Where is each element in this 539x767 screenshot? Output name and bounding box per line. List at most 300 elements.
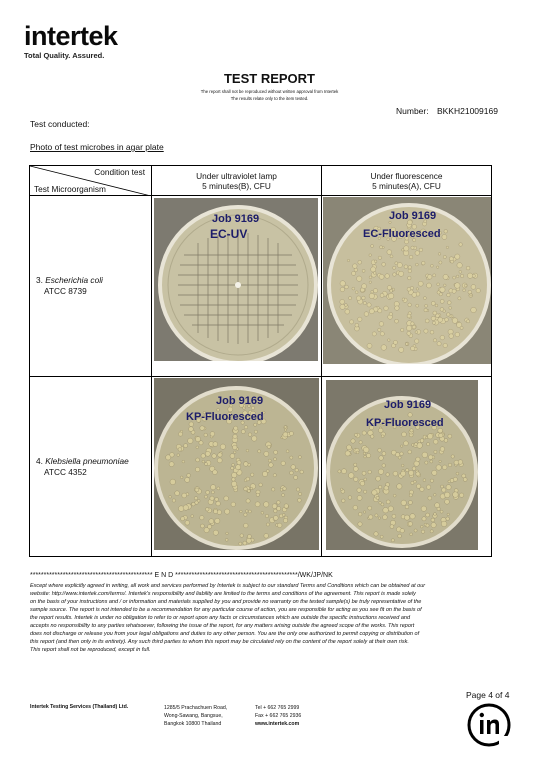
colony-dot — [352, 271, 356, 275]
colony-dot — [213, 530, 218, 535]
colony-dot — [401, 500, 406, 505]
colony-dot — [379, 485, 382, 488]
colony-dot — [378, 309, 382, 313]
colony-dot — [264, 534, 269, 539]
colony-dot — [445, 499, 450, 504]
colony-dot — [252, 436, 257, 441]
handwritten-sample-label: KP-Fluoresced — [186, 411, 264, 423]
colony-dot — [371, 291, 374, 294]
colony-dot — [283, 432, 288, 437]
colony-dot — [378, 469, 383, 474]
colony-dot — [262, 471, 267, 476]
report-number-value: BKKH21009169 — [436, 106, 498, 116]
colony-dot — [290, 456, 293, 459]
handwritten-job-label: Job 9169 — [384, 399, 432, 411]
fax-number: Fax + 662 765 2936 — [255, 713, 302, 719]
handwritten-job-label: Job 9169 — [216, 395, 264, 407]
colony-dot — [213, 470, 218, 475]
colony-dot — [284, 429, 286, 431]
colony-dot — [437, 283, 440, 286]
colony-dot — [300, 470, 304, 474]
colony-dot — [356, 296, 361, 301]
colony-dot — [255, 502, 260, 507]
colony-dot — [384, 306, 389, 311]
colony-dot — [402, 298, 405, 301]
colony-dot — [205, 451, 210, 456]
colony-dot — [437, 507, 440, 510]
colony-dot — [393, 266, 396, 269]
colony-dot — [404, 246, 409, 251]
disclaimer-line: the report results. Intertek is under no obligation to refer to or report upon any facts or circumstances which are outside the specific instructions received and — [30, 615, 410, 621]
colony-dot — [251, 473, 254, 476]
colony-dot — [380, 535, 383, 538]
colony-dot — [378, 328, 381, 331]
colony-dot — [258, 450, 261, 453]
colony-dot — [422, 517, 426, 521]
colony-dot — [411, 322, 415, 326]
colony-dot — [378, 517, 380, 519]
row-prefix: 4. — [36, 455, 46, 466]
colony-dot — [408, 269, 412, 273]
colony-dot — [393, 273, 397, 277]
colony-dot — [215, 518, 220, 523]
colony-dot — [386, 473, 390, 477]
colony-dot — [353, 467, 358, 472]
colony-dot — [185, 477, 190, 482]
colony-dot — [471, 307, 477, 313]
uv-header-line2: 5 minutes(B), CFU — [202, 180, 271, 191]
colony-dot — [347, 445, 352, 450]
colony-dot — [440, 447, 445, 452]
colony-dot — [191, 515, 194, 518]
colony-dot — [383, 515, 388, 520]
disclaimer-line: website: http://www.intertek.com/terms/. Intertek's responsibility and liability are limited to the terms and conditions of the agreement. This report is made solely — [30, 591, 416, 597]
colony-dot — [397, 263, 402, 268]
colony-dot — [422, 261, 426, 265]
colony-dot — [368, 506, 372, 510]
colony-dot — [411, 481, 414, 484]
colony-dot — [409, 494, 412, 497]
colony-dot — [444, 230, 448, 234]
company-contact — [255, 704, 301, 728]
colony-dot — [280, 489, 283, 492]
colony-dot — [371, 245, 374, 248]
colony-dot — [414, 443, 417, 446]
header-corner-cell — [30, 166, 152, 196]
colony-dot — [420, 439, 424, 443]
colony-dot — [387, 286, 391, 290]
colony-dot — [460, 326, 463, 329]
colony-dot — [201, 454, 205, 458]
colony-dot — [414, 529, 417, 532]
colony-dot — [448, 480, 451, 483]
colony-dot — [448, 434, 452, 438]
colony-dot — [355, 323, 359, 327]
colony-dot — [170, 479, 176, 485]
colony-dot — [352, 287, 355, 290]
colony-dot — [430, 530, 433, 533]
colony-dot — [372, 490, 377, 495]
intertek-logo — [24, 22, 118, 60]
colony-dot — [449, 307, 452, 310]
colony-dot — [434, 494, 437, 497]
colony-dot — [408, 266, 411, 269]
colony-dot — [233, 434, 237, 438]
colony-dot — [412, 467, 416, 471]
colony-dot — [393, 494, 396, 497]
colony-dot — [381, 345, 387, 351]
colony-dot — [231, 502, 236, 507]
disclaimer-line: sample source. The report is not intended to be a recommendation for any particular course of action, you are responsible for acting as you see fit on the basis of — [30, 607, 422, 613]
colony-dot — [256, 493, 259, 496]
colony-dot — [289, 431, 293, 435]
colony-dot — [364, 478, 367, 481]
colony-dot — [236, 465, 241, 470]
colony-dot — [423, 479, 426, 482]
colony-dot — [446, 485, 451, 490]
colony-dot — [369, 309, 374, 314]
colony-dot — [202, 460, 205, 463]
colony-dot — [351, 439, 355, 443]
colony-dot — [200, 426, 205, 431]
colony-dot — [367, 303, 371, 307]
colony-dot — [401, 471, 406, 476]
colony-dot — [424, 329, 428, 333]
colony-dot — [369, 293, 374, 298]
colony-dot — [384, 486, 388, 490]
colony-dot — [283, 518, 287, 522]
colony-dot — [281, 461, 285, 465]
colony-dot — [363, 447, 369, 453]
colony-dot — [399, 271, 404, 276]
colony-dot — [372, 332, 376, 336]
image-cell — [322, 377, 492, 557]
colony-dot — [246, 499, 250, 503]
colony-dot — [178, 432, 182, 436]
colony-dot — [401, 445, 403, 447]
results-notice: The results relate only to the item tested. — [230, 96, 309, 101]
colony-dot — [196, 446, 199, 449]
table-header-row — [30, 166, 492, 196]
colony-dot — [357, 276, 362, 281]
organism-cell-ecoli — [30, 196, 152, 377]
colony-dot — [392, 514, 396, 518]
colony-dot — [436, 266, 438, 268]
colony-dot — [441, 485, 444, 488]
colony-dot — [400, 452, 404, 456]
uv-column-header — [152, 166, 322, 196]
colony-dot — [274, 458, 277, 461]
colony-dot — [225, 539, 228, 542]
colony-dot — [381, 503, 384, 506]
colony-dot — [340, 281, 345, 286]
colony-dot — [438, 253, 441, 256]
colony-dot — [354, 268, 358, 272]
colony-dot — [430, 330, 434, 334]
colony-dot — [428, 434, 433, 439]
colony-dot — [246, 510, 249, 513]
colony-dot — [425, 436, 427, 438]
colony-dot — [415, 251, 420, 256]
test-microorganism-label: Test Microorganism — [34, 184, 106, 194]
colony-dot — [243, 541, 247, 545]
strain-id: ATCC 8739 — [44, 286, 87, 296]
colony-dot — [390, 255, 393, 258]
colony-dot — [463, 478, 467, 482]
colony-dot — [341, 488, 343, 490]
colony-dot — [431, 301, 435, 305]
colony-dot — [452, 289, 456, 293]
colony-dot — [338, 470, 341, 473]
colony-dot — [267, 445, 270, 448]
colony-dot — [431, 316, 435, 320]
colony-dot — [225, 509, 230, 514]
colony-dot — [166, 455, 171, 460]
colony-dot — [416, 288, 418, 290]
colony-dot — [204, 433, 208, 437]
colony-dot — [435, 304, 438, 307]
colony-dot — [466, 266, 470, 270]
strain-id: ATCC 4352 — [44, 466, 87, 477]
colony-dot — [250, 487, 252, 489]
colony-dot — [363, 452, 366, 455]
colony-dot — [177, 454, 180, 457]
colony-dot — [380, 293, 384, 297]
colony-dot — [409, 255, 413, 259]
colony-dot — [383, 507, 389, 513]
colony-dot — [183, 505, 188, 510]
colony-dot — [220, 444, 225, 449]
colony-dot — [448, 463, 452, 467]
colony-dot — [233, 445, 238, 450]
table-row — [30, 377, 492, 557]
colony-dot — [374, 260, 377, 263]
colony-dot — [431, 264, 434, 267]
colony-dot — [433, 339, 436, 342]
photo-section-title: Photo of test microbes in agar plate — [30, 142, 164, 152]
colony-dot — [360, 481, 365, 486]
colony-dot — [408, 303, 412, 307]
colony-dot — [387, 250, 392, 255]
colony-dot — [374, 532, 378, 536]
colony-dot — [375, 514, 378, 517]
colony-dot — [408, 276, 412, 280]
colony-dot — [405, 505, 409, 509]
colony-dot — [232, 478, 236, 482]
colony-dot — [379, 322, 384, 327]
reproduction-notice: The report shall not be reproduced without written approval from Intertek — [200, 89, 339, 94]
colony-dot — [427, 443, 430, 446]
colony-dot — [416, 304, 419, 307]
colony-dot — [418, 281, 423, 286]
colony-dot — [410, 514, 415, 519]
colony-dot — [439, 460, 441, 462]
colony-dot — [447, 301, 451, 305]
colony-dot — [443, 310, 446, 313]
colony-dot — [410, 533, 413, 536]
colony-dot — [364, 455, 367, 458]
species-name: Escherichia coli — [45, 275, 103, 285]
colony-dot — [169, 462, 174, 467]
colony-dot — [294, 476, 298, 480]
colony-dot — [428, 455, 433, 460]
colony-dot — [397, 484, 402, 489]
colony-dot — [414, 461, 419, 466]
colony-dot — [388, 293, 394, 299]
agar-plate-photo — [326, 380, 478, 550]
colony-dot — [376, 476, 381, 481]
colony-dot — [379, 456, 384, 461]
colony-dot — [180, 476, 183, 479]
colony-dot — [449, 315, 451, 317]
colony-dot — [345, 304, 348, 307]
disclaimer-line: This report shall not be reproduced, except in full. — [30, 647, 151, 653]
colony-dot — [353, 505, 358, 510]
colony-dot — [188, 438, 193, 443]
colony-dot — [195, 467, 200, 472]
address-line: Bangkok 10800 Thailand — [164, 721, 222, 727]
colony-dot — [213, 509, 217, 513]
colony-dot — [259, 483, 263, 487]
colony-dot — [362, 431, 366, 435]
agar-plate-photo — [154, 198, 318, 361]
colony-dot — [172, 499, 175, 502]
colony-dot — [231, 467, 234, 470]
colony-dot — [371, 267, 376, 272]
colony-dot — [240, 534, 244, 538]
colony-dot — [295, 469, 298, 472]
colony-dot — [354, 463, 357, 466]
colony-dot — [455, 332, 460, 337]
colony-dot — [446, 517, 450, 521]
colony-dot — [443, 274, 448, 279]
colony-dot — [458, 297, 461, 300]
colony-dot — [244, 462, 249, 467]
colony-dot — [362, 269, 365, 272]
colony-dot — [412, 325, 416, 329]
colony-dot — [200, 516, 204, 520]
colony-dot — [386, 500, 390, 504]
colony-dot — [376, 496, 379, 499]
colony-dot — [378, 448, 382, 452]
colony-dot — [264, 451, 269, 456]
colony-dot — [213, 442, 218, 447]
colony-dot — [393, 340, 397, 344]
colony-dot — [431, 518, 435, 522]
colony-dot — [192, 502, 196, 506]
colony-dot — [232, 463, 235, 466]
colony-dot — [422, 452, 428, 458]
handwritten-sample-label: EC-UV — [210, 227, 248, 241]
colony-dot — [447, 293, 451, 297]
colony-dot — [406, 325, 411, 330]
colony-dot — [380, 332, 384, 336]
colony-dot — [273, 516, 278, 521]
colony-dot — [400, 529, 404, 533]
colony-dot — [399, 347, 404, 352]
colony-dot — [453, 492, 459, 498]
colony-dot — [430, 479, 433, 482]
colony-dot — [359, 441, 362, 444]
colony-dot — [224, 496, 229, 501]
colony-dot — [354, 477, 358, 481]
colony-dot — [264, 502, 269, 507]
colony-dot — [234, 426, 238, 430]
fluorescence-header-line2: 5 minutes(A), CFU — [372, 180, 441, 191]
colony-dot — [265, 514, 268, 517]
colony-dot — [441, 521, 447, 527]
colony-dot — [246, 449, 249, 452]
intertek-in-icon — [466, 702, 512, 748]
colony-dot — [234, 451, 236, 453]
colony-dot — [272, 504, 277, 509]
colony-dot — [284, 426, 287, 429]
colony-dot — [367, 343, 372, 348]
colony-dot — [432, 470, 437, 475]
colony-dot — [382, 464, 386, 468]
colony-dot — [248, 433, 252, 437]
colony-dot — [425, 304, 428, 307]
colony-dot — [467, 320, 470, 323]
colony-dot — [269, 463, 274, 468]
colony-dot — [216, 501, 221, 506]
colony-dot — [340, 299, 345, 304]
colony-dot — [425, 319, 429, 323]
colony-dot — [185, 521, 190, 526]
disclaimer-line: accepts no responsibility to any parties whatsoever, following the issue of the report, for any matters arising outside the agreed scope of the works. This report — [30, 623, 415, 629]
website-link[interactable]: www.intertek.com — [255, 721, 300, 727]
colony-dot — [358, 260, 362, 264]
colony-dot — [210, 496, 214, 500]
colony-dot — [435, 503, 440, 508]
colony-dot — [248, 510, 251, 513]
disclaimer-line: this report (and then only in its entirety). Any such third parties to whom this report may be circulated rely on the content of the report solely at their own risk. — [30, 639, 409, 645]
colony-dot — [442, 465, 447, 470]
colony-dot — [342, 499, 346, 503]
colony-dot — [353, 264, 358, 269]
colony-dot — [246, 477, 250, 481]
colony-dot — [395, 306, 400, 311]
colony-dot — [217, 487, 220, 490]
colony-dot — [406, 469, 409, 472]
colony-dot — [476, 288, 480, 292]
colony-dot — [206, 508, 210, 512]
colony-dot — [426, 524, 429, 527]
colony-dot — [247, 490, 250, 493]
colony-dot — [277, 523, 282, 528]
colony-dot — [195, 437, 200, 442]
colony-dot — [416, 457, 420, 461]
colony-dot — [366, 453, 370, 457]
colony-dot — [434, 450, 437, 453]
end-marker: ********************************************* E N D *********************************************/WK/JP/NK — [30, 572, 333, 579]
fluorescence-header-line1: Under fluorescence — [370, 170, 443, 181]
colony-dot — [178, 448, 182, 452]
colony-dot — [244, 513, 247, 516]
colony-dot — [433, 440, 438, 445]
colony-dot — [282, 514, 285, 517]
colony-dot — [369, 276, 372, 279]
company-name: Intertek Testing Services (Thailand) Ltd. — [30, 704, 129, 710]
report-number-label: Number: — [396, 106, 429, 116]
colony-dot — [240, 510, 243, 513]
organism-cell-klebsiella — [30, 377, 152, 557]
colony-dot — [447, 513, 449, 515]
image-cell — [152, 377, 322, 557]
phone-number: Tel + 662 765 2999 — [255, 705, 300, 711]
colony-dot — [355, 291, 358, 294]
colony-dot — [443, 255, 446, 258]
